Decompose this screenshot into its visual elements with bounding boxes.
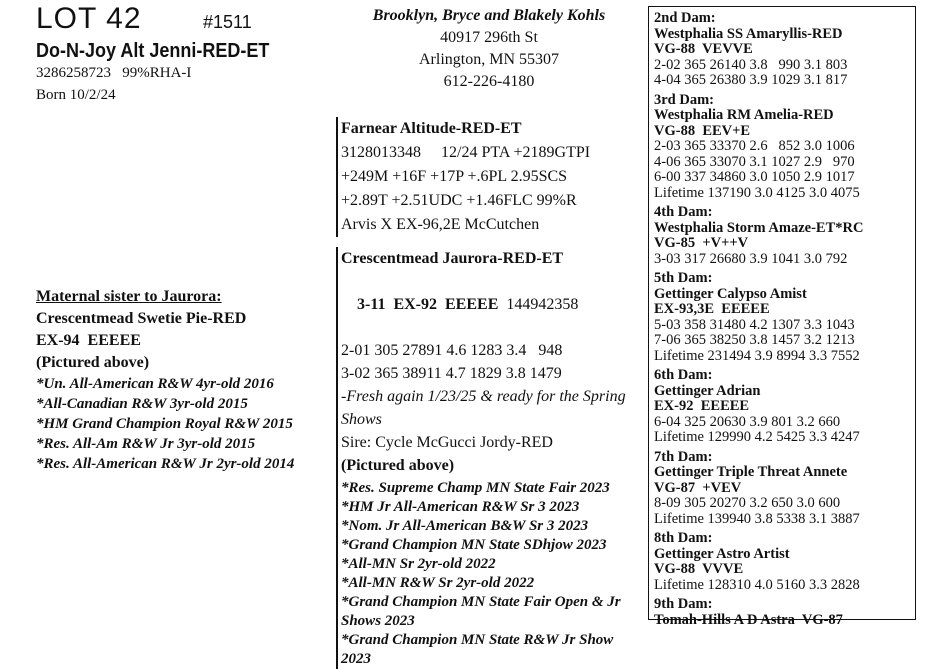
sire-line: +2.89T +2.51UDC +1.46FLC 99%R xyxy=(341,192,577,209)
dam-reg-id: 144942358 xyxy=(506,296,579,313)
achievement-item: *Res. Supreme Champ MN State Fair 2023 xyxy=(341,480,610,496)
pedigree-box xyxy=(648,6,916,628)
sire-title: Farnear Altitude-RED-ET xyxy=(341,120,522,137)
owner-phone: 612-226-4180 xyxy=(443,73,535,90)
achievement-item: *HM Grand Champion Royal R&W 2015 xyxy=(36,416,293,432)
pedigree-name: Gettinger Triple Threat Annete xyxy=(654,464,848,480)
pedigree-name: Westphalia SS Amaryllis-RED xyxy=(654,25,843,42)
pedigree-dam-5 xyxy=(654,271,915,364)
pedigree-record: Lifetime 137190 3.0 4125 3.0 4075 xyxy=(654,184,860,201)
dam-record: 2-01 305 27891 4.6 1283 3.4 948 xyxy=(341,342,563,359)
pedigree-record: Lifetime 231494 3.9 8994 3.3 7552 xyxy=(654,347,860,364)
pedigree-record: 7-06 365 38250 3.8 1457 3.2 1213 xyxy=(654,332,855,348)
animal-registration: 3286258723 99%RHA-I xyxy=(36,65,192,81)
dam-record: 3-02 365 38911 4.7 1829 3.8 1479 xyxy=(341,365,562,382)
maternal-sister-pictured: (Pictured above) xyxy=(36,354,150,371)
owner-address: 40917 296th St xyxy=(440,29,538,46)
pedigree-record: 8-09 305 20270 3.2 650 3.0 600 xyxy=(654,495,841,511)
pedigree-name: Gettinger Astro Artist xyxy=(654,545,790,562)
pedigree-class: VG-88 EEV+E xyxy=(654,122,751,139)
achievement-item: *Nom. Jr All-American B&W Sr 3 2023 xyxy=(341,518,589,534)
pedigree-name: Westphalia Storm Amaze-ET*RC xyxy=(654,219,864,236)
pedigree-label: 6th Dam: xyxy=(654,367,713,383)
achievement-item: *Grand Champion MN State Fair Open & Jr Shows 2023 xyxy=(341,594,621,629)
dam-pictured: (Pictured above) xyxy=(341,457,455,474)
owner-block xyxy=(338,5,640,93)
pedigree-record: 4-06 365 33070 3.1 1027 2.9 970 xyxy=(654,153,855,170)
pedigree-record: 6-00 337 34860 3.0 1050 2.9 1017 xyxy=(654,169,855,185)
dam-achievements xyxy=(341,479,641,669)
dam-classification: 3-11 EX-92 EEEEE xyxy=(357,296,499,313)
pedigree-label: 9th Dam: xyxy=(654,596,713,612)
pedigree-name: Tomah-Hills A D Astra VG-87 xyxy=(654,611,843,628)
pedigree-record: Lifetime 139940 3.8 5338 3.1 3887 xyxy=(654,510,860,527)
pedigree-name: Gettinger Adrian xyxy=(654,382,761,399)
dam-title: Crescentmead Jaurora-RED-ET xyxy=(341,250,564,267)
achievement-item: *Grand Champion MN State R&W Jr Show 2023 xyxy=(341,632,614,667)
animal-born-date: Born 10/2/24 xyxy=(36,87,116,103)
maternal-sister-achievements xyxy=(36,374,326,474)
achievement-item: *All-MN Sr 2yr-old 2022 xyxy=(341,556,496,572)
pedigree-class: VG-87 +VEV xyxy=(654,479,742,496)
achievement-item: *Grand Champion MN State SDhjow 2023 xyxy=(341,537,607,553)
pedigree-dam-3 xyxy=(654,93,915,202)
pedigree-class: VG-88 VVVE xyxy=(654,561,744,577)
dam-block xyxy=(336,247,641,669)
maternal-sister-name: Crescentmead Swetie Pie-RED xyxy=(36,310,247,327)
dam-classification-row xyxy=(341,270,641,339)
pedigree-record: 5-03 358 31480 4.2 1307 3.3 1043 xyxy=(654,316,855,333)
animal-name: Do-N-Joy Alt Jenni-RED-ET xyxy=(36,40,270,62)
pedigree-class: VG-88 VEVVE xyxy=(654,41,753,57)
owner-city: Arlington, MN 55307 xyxy=(419,51,559,68)
pedigree-record: 4-04 365 26380 3.9 1029 3.1 817 xyxy=(654,72,848,88)
pedigree-dam-8 xyxy=(654,531,915,593)
pedigree-class: EX-93,3E EEEEE xyxy=(654,301,770,317)
achievement-item: *HM Jr All-American R&W Sr 3 2023 xyxy=(341,499,580,515)
maternal-sister-classification: EX-94 EEEEE xyxy=(36,332,141,349)
pedigree-dam-7 xyxy=(654,450,915,528)
pedigree-class: EX-92 EEEEE xyxy=(654,398,750,414)
sire-block xyxy=(336,117,590,237)
sire-line: Arvis X EX-96,2E McCutchen xyxy=(341,216,540,233)
sire-line: +249M +16F +17P +.6PL 2.95SCS xyxy=(341,168,568,185)
lot-label: LOT 42 xyxy=(36,2,142,35)
pedigree-record: Lifetime 129990 4.2 5425 3.3 4247 xyxy=(654,429,860,445)
achievement-item: *All-Canadian R&W 3yr-old 2015 xyxy=(36,396,248,412)
lot-number: #1511 xyxy=(203,12,252,32)
pedigree-label: 4th Dam: xyxy=(654,204,713,220)
pedigree-label: 3rd Dam: xyxy=(654,91,715,108)
pedigree-label: 8th Dam: xyxy=(654,530,713,546)
pedigree-class: VG-85 +V++V xyxy=(654,235,749,251)
pedigree-dam-4 xyxy=(654,205,915,267)
achievement-item: *Un. All-American R&W 4yr-old 2016 xyxy=(36,376,274,392)
dam-note: -Fresh again 1/23/25 & ready for the Spring Shows xyxy=(341,388,626,428)
pedigree-record: 3-03 317 26680 3.9 1041 3.0 792 xyxy=(654,250,848,267)
pedigree-label: 5th Dam: xyxy=(654,270,713,286)
pedigree-name: Gettinger Calypso Amist xyxy=(654,285,807,302)
achievement-item: *Res. All-American R&W Jr 2yr-old 2014 xyxy=(36,456,295,472)
pedigree-label: 7th Dam: xyxy=(654,448,713,465)
maternal-sister-block xyxy=(36,286,326,474)
achievement-item: *All-MN R&W Sr 2yr-old 2022 xyxy=(341,575,535,591)
dam-sire-line: Sire: Cycle McGucci Jordy-RED xyxy=(341,434,553,451)
sire-line: 3128013348 12/24 PTA +2189GTPI xyxy=(341,144,591,161)
pedigree-label: 2nd Dam: xyxy=(654,10,716,26)
pedigree-dam-6 xyxy=(654,368,915,446)
pedigree-record: Lifetime 128310 4.0 5160 3.3 2828 xyxy=(654,576,860,593)
pedigree-dam-2 xyxy=(654,11,915,89)
maternal-sister-heading: Maternal sister to Jaurora: xyxy=(36,288,222,305)
achievement-item: *Res. All-Am R&W Jr 3yr-old 2015 xyxy=(36,436,256,452)
pedigree-name: Westphalia RM Amelia-RED xyxy=(654,107,834,123)
pedigree-record: 2-03 365 33370 2.6 852 3.0 1006 xyxy=(654,138,855,154)
pedigree-record: 2-02 365 26140 3.8 990 3.1 803 xyxy=(654,56,848,73)
pedigree-record: 6-04 325 20630 3.9 801 3.2 660 xyxy=(654,413,841,430)
owner-name: Brooklyn, Bryce and Blakely Kohls xyxy=(372,7,606,24)
pedigree-dam-9 xyxy=(654,597,915,628)
